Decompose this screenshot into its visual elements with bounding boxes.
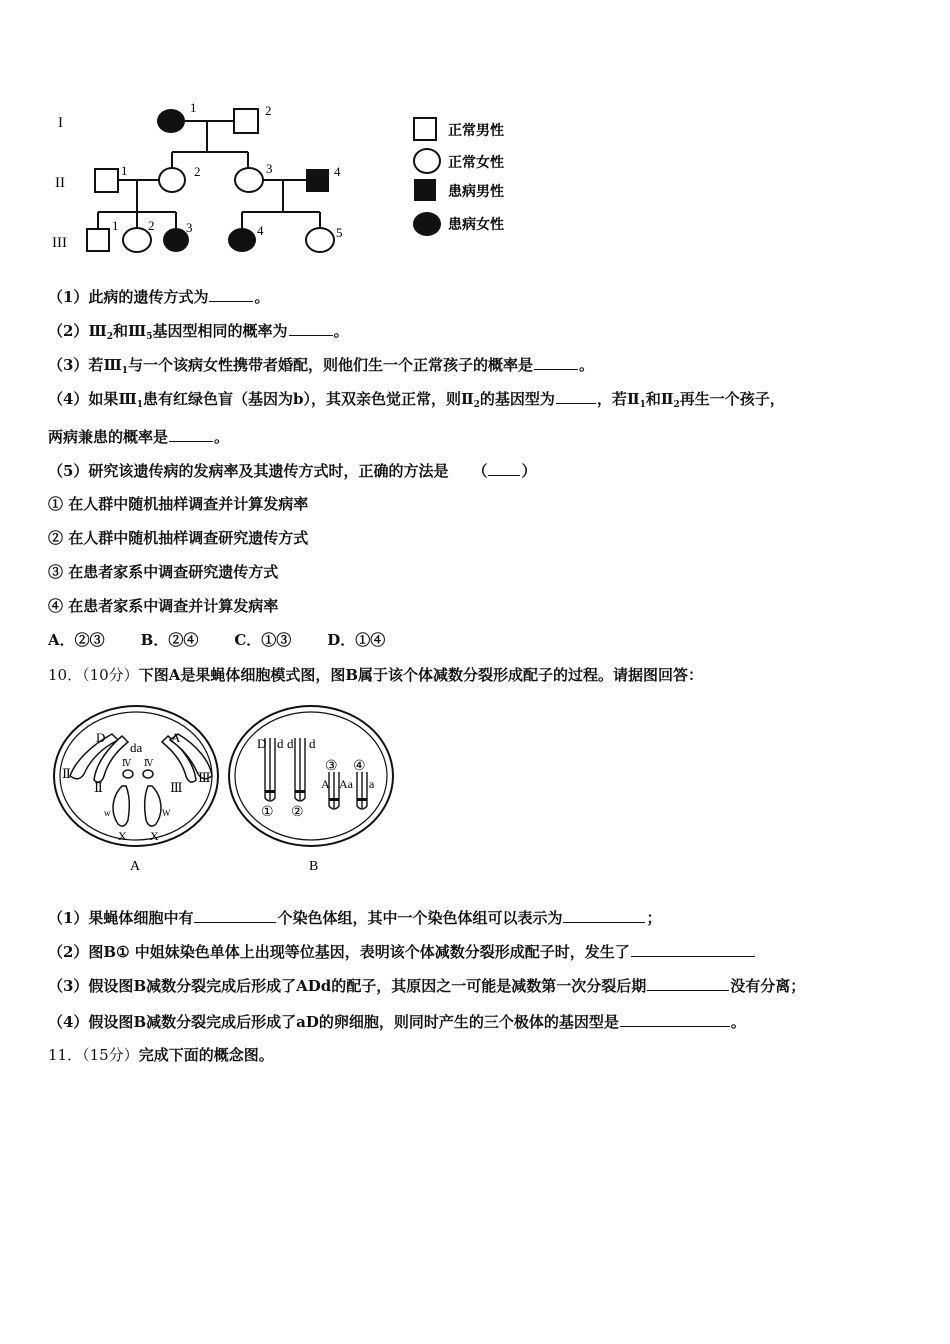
- individual-number: 3: [266, 161, 273, 176]
- pedigree-II3-normal-female: [235, 168, 263, 192]
- legend-normal-male-icon: [414, 118, 436, 140]
- pedigree-I1-affected-female: [157, 109, 185, 133]
- question-number: 10．: [48, 666, 83, 684]
- individual-number: 2: [194, 164, 201, 179]
- svg-text:d: d: [277, 736, 284, 751]
- pedigree-figure: [0, 90, 560, 270]
- individual-number: 1: [190, 100, 197, 115]
- svg-text:a: a: [369, 777, 375, 791]
- option-b[interactable]: B．②④: [140, 631, 199, 649]
- svg-text:Ⅱ: Ⅱ: [94, 780, 103, 795]
- q9-item-1: ① 在人群中随机抽样调查并计算发病率: [48, 495, 309, 513]
- svg-text:A: A: [171, 730, 181, 745]
- legend-normal-female-icon: [414, 149, 440, 173]
- svg-text:Ⅲ: Ⅲ: [198, 770, 211, 785]
- svg-text:④: ④: [353, 759, 366, 774]
- chromosome-IV-right: [143, 770, 153, 778]
- legend-label: 正常女性: [448, 156, 504, 171]
- q9-options: [48, 630, 421, 650]
- q9-sub3: （3）若$Ⅲ_1$与一个该病女性携带者婚配，则他们生一个正常孩子的概率是 。: [48, 356, 595, 376]
- svg-text:X: X: [118, 829, 127, 843]
- pedigree-III5-normal-female: [306, 228, 334, 252]
- svg-text:w: w: [104, 808, 111, 818]
- answer-choice-blank[interactable]: [488, 460, 520, 476]
- svg-text:A: A: [321, 777, 330, 791]
- generation-label-III: III: [52, 235, 67, 251]
- answer-blank[interactable]: [534, 354, 578, 370]
- answer-blank[interactable]: [647, 975, 729, 991]
- q9-item-4: ④ 在患者家系中调查并计算发病率: [48, 597, 279, 615]
- q9-sub4-line2: 两病兼患的概率是 。: [48, 428, 230, 446]
- q10-sub3: （3）假设图B减数分裂完成后形成了ADd的配子，其原因之一可能是减数第一次分裂后期 没有分离；: [48, 977, 806, 995]
- q9-item-3: ③ 在患者家系中调查研究遗传方式: [48, 563, 279, 581]
- svg-text:Ⅱ: Ⅱ: [62, 766, 71, 781]
- pedigree-I2-normal-male: [234, 109, 258, 133]
- individual-number: 1: [112, 218, 119, 233]
- svg-text:d: d: [309, 736, 316, 751]
- svg-text:d: d: [287, 736, 294, 751]
- answer-blank[interactable]: [620, 1011, 730, 1027]
- figure-b-meiosis-cell: [225, 700, 400, 880]
- answer-blank[interactable]: [169, 426, 213, 442]
- cell-outline: [229, 706, 393, 846]
- individual-number: 2: [265, 103, 272, 118]
- pedigree-III1-normal-male: [87, 229, 109, 251]
- question-points: （15分）: [82, 1046, 139, 1064]
- q11-stem: 11．（15分）完成下面的概念图。: [48, 1046, 274, 1064]
- individual-number: 3: [186, 220, 193, 235]
- q10-sub1: （1）果蝇体细胞中有 个染色体组，其中一个染色体组可以表示为 ；: [48, 909, 662, 927]
- pedigree-III4-affected-female: [228, 228, 256, 252]
- pedigree-III2-normal-female: [123, 228, 151, 252]
- q9-sub2: $(2)Ⅲ_2$和$Ⅲ_5$基因型相同的概率为 。: [48, 322, 349, 342]
- svg-text:X: X: [150, 829, 159, 843]
- individual-number: 4: [257, 223, 264, 238]
- svg-text:③: ③: [325, 759, 338, 774]
- legend-affected-female-icon: [413, 212, 441, 236]
- q9-sub4: （4）如果$Ⅲ_1$患有红绿色盲（基因为b），其双亲色觉正常，则$Ⅱ_2$的基因型为 ，若$Ⅱ_1$和$Ⅱ_2$再生一个孩子，: [48, 390, 785, 410]
- legend-label: 患病男性: [448, 185, 504, 200]
- chromosome-IV-left: [123, 770, 133, 778]
- question-number: 11．: [48, 1046, 83, 1064]
- q9-sub1: （1）此病的遗传方式为 。: [48, 288, 270, 306]
- answer-blank[interactable]: [194, 907, 276, 923]
- answer-blank[interactable]: [556, 388, 596, 404]
- q10-sub4: （4）假设图B减数分裂完成后形成了aD的卵细胞，则同时产生的三个极体的基因型是 。: [48, 1013, 746, 1031]
- q9-item-2: ② 在人群中随机抽样调查研究遗传方式: [48, 529, 309, 547]
- answer-blank[interactable]: [631, 941, 755, 957]
- svg-text:Ⅲ: Ⅲ: [170, 780, 183, 795]
- svg-text:②: ②: [291, 805, 304, 820]
- question-points: （10分）: [82, 666, 139, 684]
- svg-text:Ⅳ: Ⅳ: [122, 758, 131, 768]
- svg-text:D: D: [257, 736, 267, 751]
- q9-sub5: （5）研究该遗传病的发病率及其遗传方式时，正确的方法是 （ ）: [48, 462, 537, 480]
- legend-label: 正常男性: [448, 124, 504, 139]
- figure-b-caption: B: [309, 859, 319, 874]
- pedigree-II1-normal-male: [95, 169, 118, 192]
- svg-text:①: ①: [261, 805, 274, 820]
- answer-blank[interactable]: [209, 286, 253, 302]
- svg-text:da: da: [130, 740, 143, 755]
- individual-number: 4: [334, 164, 341, 179]
- legend-affected-male-icon: [414, 179, 436, 201]
- figure-a-caption: A: [130, 859, 141, 874]
- q10-sub2: （2）图B① 中姐妹染色单体上出现等位基因，表明该个体减数分裂形成配子时，发生了: [48, 941, 756, 962]
- svg-text:Ⅳ: Ⅳ: [144, 758, 153, 768]
- pedigree-II2-normal-female: [159, 168, 185, 192]
- individual-number: 2: [148, 218, 155, 233]
- svg-text:D: D: [96, 730, 106, 745]
- q10-stem: 10．（10分）下图A是果蝇体细胞模式图，图B属于该个体减数分裂形成配子的过程。请据图回答：: [48, 666, 704, 684]
- individual-number: 1: [121, 163, 128, 178]
- svg-text:Aa: Aa: [339, 777, 353, 791]
- figure-a-fly-cell: [50, 700, 225, 880]
- answer-blank[interactable]: [563, 907, 645, 923]
- pedigree-II4-affected-male: [306, 169, 329, 192]
- generation-label-I: I: [58, 115, 63, 131]
- option-c[interactable]: C．①③: [234, 631, 292, 649]
- individual-number: 5: [336, 225, 343, 240]
- option-a[interactable]: A．②③: [48, 631, 105, 649]
- generation-label-II: II: [55, 175, 65, 191]
- option-d[interactable]: D．①④: [327, 631, 386, 649]
- legend-label: 患病女性: [448, 218, 504, 233]
- svg-text:W: W: [162, 808, 171, 818]
- answer-blank[interactable]: [289, 320, 333, 336]
